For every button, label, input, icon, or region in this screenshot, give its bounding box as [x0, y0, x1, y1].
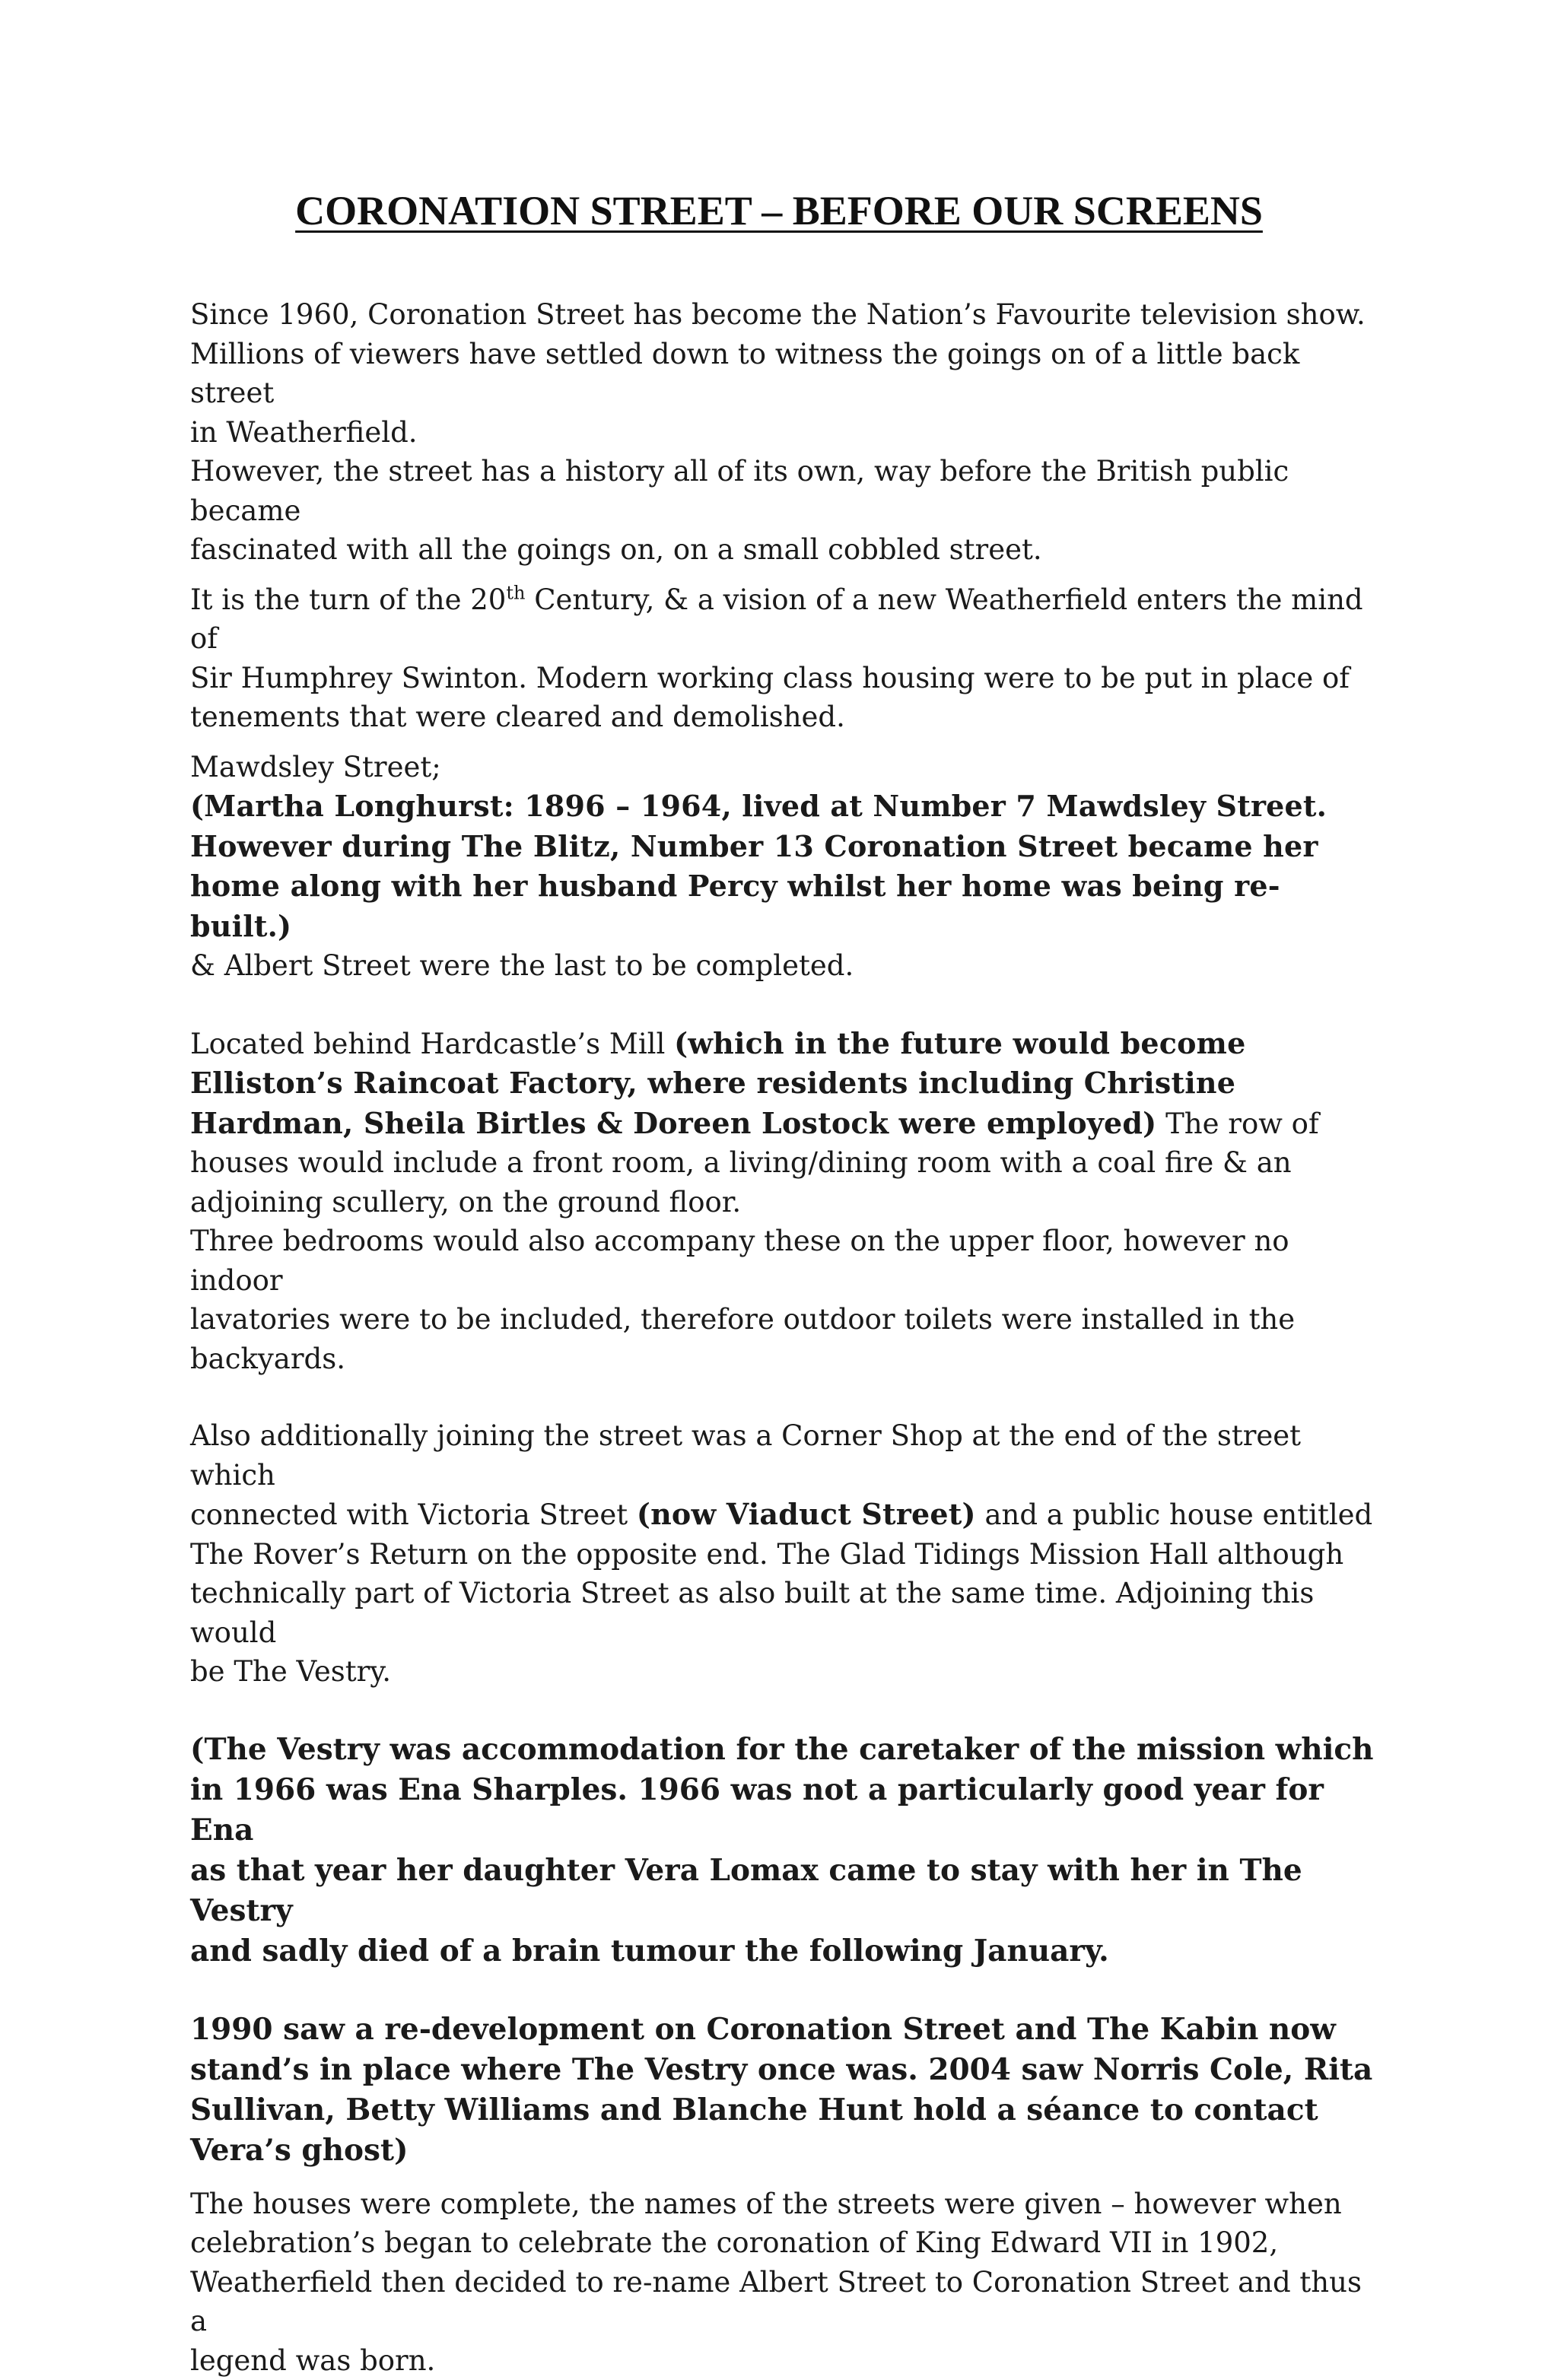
text-line: backyards.	[190, 1343, 345, 1375]
bold-line: Elliston’s Raincoat Factory, where residents including Christine	[190, 1066, 1235, 1100]
text-line: & Albert Street were the last to be completed.	[190, 949, 854, 982]
superscript: th	[506, 582, 525, 603]
paragraph-mawdsley-street	[190, 748, 1377, 986]
text-line: Since 1960, Coronation Street has become the Nation’s Favourite television show.	[190, 298, 1366, 331]
bold-line: (The Vestry was accommodation for the caretaker of the mission which	[190, 1732, 1374, 1767]
bold-line: stand’s in place where The Vestry once was. 2004 saw Norris Cole, Rita	[190, 2052, 1372, 2087]
text-fragment: Located behind Hardcastle’s Mill	[190, 1028, 674, 1060]
text-line: The Rover’s Return on the opposite end. The Glad Tidings Mission Hall although	[190, 1538, 1343, 1571]
bold-line: Vera’s ghost)	[190, 2133, 408, 2168]
text-line: The houses were complete, the names of the streets were given – however when	[190, 2188, 1342, 2220]
bold-fragment: (now Viaduct Street)	[637, 1497, 976, 1531]
text-line: Millions of viewers have settled down to witness the goings on of a little back street	[190, 338, 1299, 410]
paragraph-vestry-bold	[190, 1730, 1377, 1972]
paragraph-redevelopment-bold	[190, 2010, 1377, 2171]
text-line: Sir Humphrey Swinton. Modern working class housing were to be put in place of	[190, 662, 1350, 694]
paragraph-legend	[190, 2185, 1377, 2380]
paragraph-intro	[190, 295, 1377, 570]
bold-line: However during The Blitz, Number 13 Coronation Street became her	[190, 829, 1318, 863]
paragraph-turn-of-century	[190, 580, 1377, 737]
text-line: Three bedrooms would also accompany these on the upper floor, however no indoor	[190, 1225, 1289, 1297]
paragraph-corner-shop	[190, 1416, 1377, 1692]
bold-line: home along with her husband Percy whilst her home was being re-built.)	[190, 869, 1280, 943]
bold-line: (Martha Longhurst: 1896 – 1964, lived at Number 7 Mawdsley Street.	[190, 789, 1327, 823]
text-line: lavatories were to be included, therefore outdoor toilets were installed in the	[190, 1303, 1295, 1336]
text-line: However, the street has a history all of its own, way before the British public became	[190, 455, 1289, 527]
text-line: be The Vestry.	[190, 1655, 391, 1688]
text-line: in Weatherfield.	[190, 416, 418, 449]
text-line: legend was born.	[190, 2344, 435, 2377]
page-title: CORONATION STREET – BEFORE OUR SCREENS	[0, 187, 1558, 234]
text-line: Mawdsley Street;	[190, 751, 441, 783]
bold-fragment: Hardman, Sheila Birtles & Doreen Lostock were employed)	[190, 1106, 1156, 1140]
text-fragment: Century, & a vision of a new Weatherfield enters the mind of	[190, 583, 1363, 656]
bold-line: as that year her daughter Vera Lomax came to stay with her in The Vestry	[190, 1853, 1302, 1928]
bold-line: 1990 saw a re-development on Coronation Street and The Kabin now	[190, 2012, 1336, 2047]
text-line: Weatherfield then decided to re-name Albert Street to Coronation Street and thus a	[190, 2266, 1362, 2338]
bold-line: Sullivan, Betty Williams and Blanche Hunt hold a séance to contact	[190, 2092, 1318, 2127]
text-fragment: connected with Victoria Street	[190, 1498, 637, 1531]
text-line: tenements that were cleared and demolished.	[190, 701, 845, 733]
bold-fragment: (which in the future would become	[674, 1026, 1245, 1060]
text-line: adjoining scullery, on the ground floor.	[190, 1186, 741, 1219]
text-line: houses would include a front room, a living/dining room with a coal fire & an	[190, 1146, 1292, 1179]
text-fragment: and a public house entitled	[976, 1498, 1373, 1531]
document-body	[190, 295, 1377, 2380]
text-line: Also additionally joining the street was a Corner Shop at the end of the street which	[190, 1419, 1301, 1492]
text-line: technically part of Victoria Street as also built at the same time. Adjoining this would	[190, 1577, 1314, 1649]
text-fragment: It is the turn of the 20	[190, 583, 506, 616]
text-fragment: The row of	[1156, 1107, 1318, 1140]
text-line: celebration’s began to celebrate the coronation of King Edward VII in 1902,	[190, 2226, 1278, 2259]
bold-line: in 1966 was Ena Sharples. 1966 was not a particularly good year for Ena	[190, 1772, 1324, 1848]
bold-line: and sadly died of a brain tumour the following January.	[190, 1934, 1109, 1969]
text-line: fascinated with all the goings on, on a small cobbled street.	[190, 533, 1042, 566]
paragraph-hardcastles-mill	[190, 1024, 1377, 1379]
